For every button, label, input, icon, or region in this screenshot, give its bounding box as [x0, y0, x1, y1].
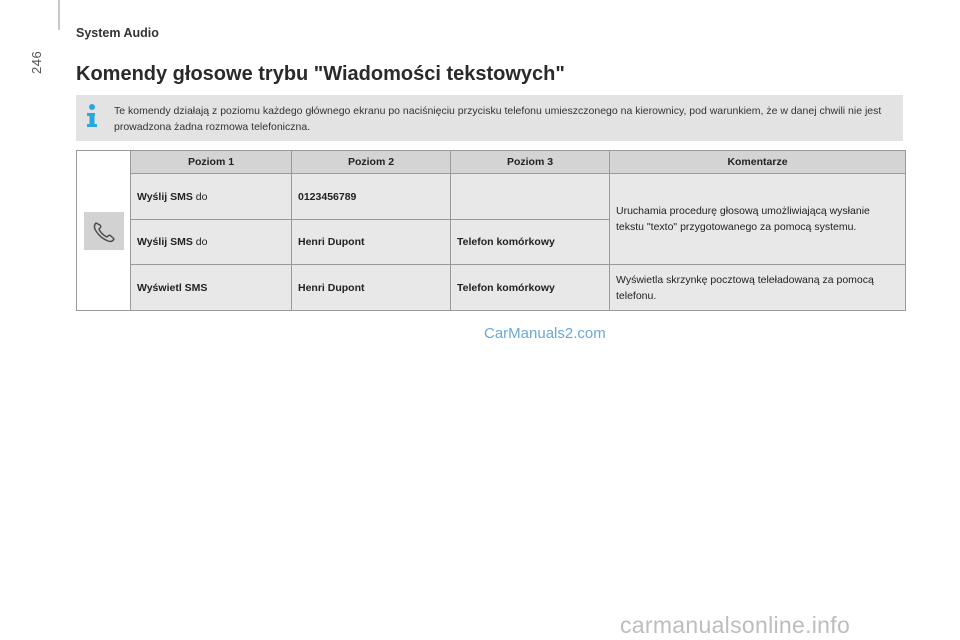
- comment-send-sms: Uruchamia procedurę głosową umożliwiającą wysłanie tekstu "texto" przygotowanego za pomocą systemu.: [610, 174, 906, 265]
- commands-table-wrapper: [76, 150, 906, 311]
- page-number: 246: [29, 50, 44, 74]
- row3-level1: Wyświetl SMS: [131, 265, 292, 311]
- section-label: System Audio: [76, 26, 159, 40]
- row1-level3: [451, 174, 610, 220]
- row2-level3: Telefon komórkowy: [451, 220, 610, 265]
- row1-level1: Wyślij SMS do: [131, 174, 292, 220]
- header-poziom-2: Poziom 2: [292, 151, 451, 174]
- info-icon: [85, 103, 99, 129]
- watermark-link: CarManuals2.com: [484, 325, 606, 342]
- header-komentarze: Komentarze: [610, 151, 906, 174]
- icon-column: [77, 151, 131, 311]
- header-poziom-1: Poziom 1: [131, 151, 292, 174]
- row2-level2: Henri Dupont: [292, 220, 451, 265]
- table-row: [77, 174, 906, 220]
- row3-level2: Henri Dupont: [292, 265, 451, 311]
- row3-level3: Telefon komórkowy: [451, 265, 610, 311]
- commands-table: [76, 150, 906, 311]
- phone-icon: [84, 212, 124, 250]
- table-row: [77, 265, 906, 311]
- header-poziom-3: Poziom 3: [451, 151, 610, 174]
- row2-level1: Wyślij SMS do: [131, 220, 292, 265]
- footer-watermark: carmanualsonline.info: [620, 612, 851, 638]
- row1-level2: 0123456789: [292, 174, 451, 220]
- page-title: Komendy głosowe trybu "Wiadomości tekstowych": [76, 63, 565, 85]
- info-text: Te komendy działają z poziomu każdego głównego ekranu po naciśnięciu przycisku telefonu umieszczonego na kierownicy, pod warunkiem, że w danej chwili nie jest prowadzona żadna rozmowa telefoniczna.: [114, 105, 882, 133]
- info-box: [76, 95, 903, 141]
- margin-line: [58, 0, 60, 30]
- comment-display-sms: Wyświetla skrzynkę pocztową teleładowaną za pomocą telefonu.: [610, 265, 906, 311]
